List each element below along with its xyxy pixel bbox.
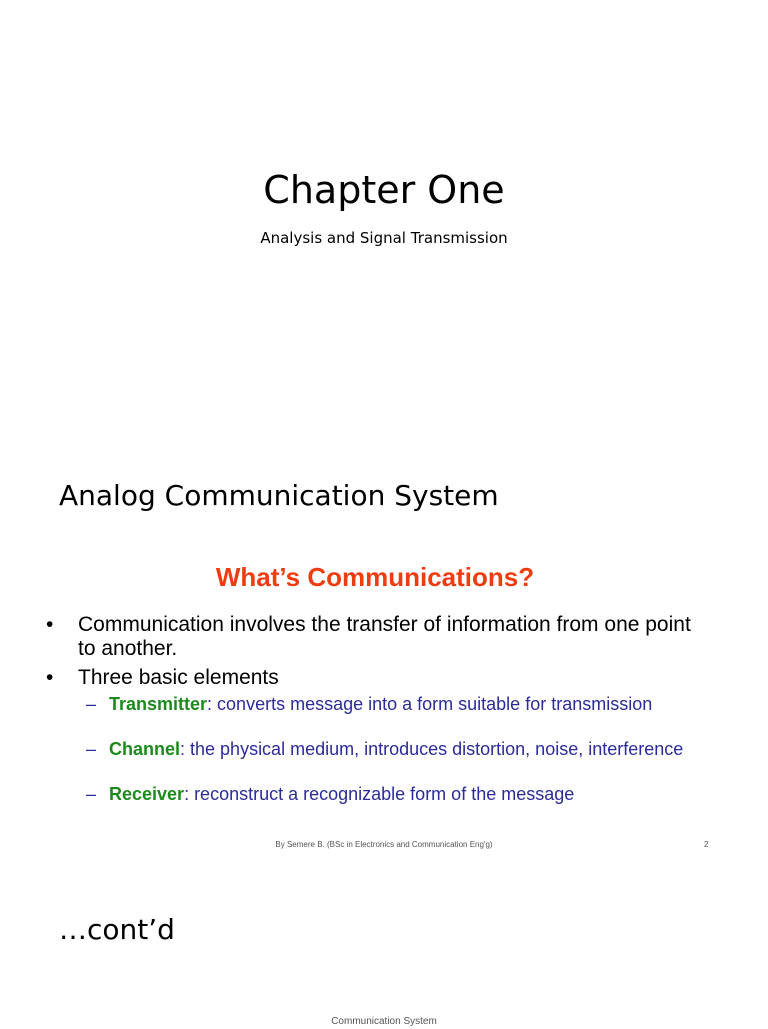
footer-credit: By Semere B. (BSc in Electronics and Communication Eng'g) xyxy=(275,840,493,849)
dash-icon: – xyxy=(86,739,97,759)
bullet-text: Three basic elements xyxy=(78,666,279,689)
page-number: 2 xyxy=(704,840,709,849)
section-heading: Analog Communication System xyxy=(59,479,499,512)
element-description: : converts message into a form suitable for transmission xyxy=(207,694,653,714)
slide-heading: What’s Communications? xyxy=(215,562,535,592)
bullet-item xyxy=(46,666,706,690)
element-description: : reconstruct a recognizable form of the message xyxy=(184,784,575,804)
bullet-item xyxy=(46,613,706,661)
element-item-receiver xyxy=(86,784,686,804)
dash-icon: – xyxy=(86,694,97,714)
bullet-dot-icon: • xyxy=(46,613,54,636)
bullet-text: Communication involves the transfer of information from one point to another. xyxy=(78,613,691,660)
footer-text: Communication System xyxy=(331,1016,437,1027)
dash-icon: – xyxy=(86,784,97,804)
slide-subtitle: Analysis and Signal Transmission xyxy=(260,229,508,247)
slide-title: Chapter One xyxy=(263,168,505,212)
element-term: Receiver xyxy=(109,784,185,804)
element-item-transmitter xyxy=(86,694,686,714)
element-term: Transmitter xyxy=(109,694,208,714)
element-description: : the physical medium, introduces distortion, noise, interference xyxy=(180,739,684,759)
bullet-dot-icon: • xyxy=(46,666,54,689)
element-term: Channel xyxy=(109,739,181,759)
slide-heading-contd: …cont’d xyxy=(59,913,175,946)
element-item-channel xyxy=(86,739,686,759)
